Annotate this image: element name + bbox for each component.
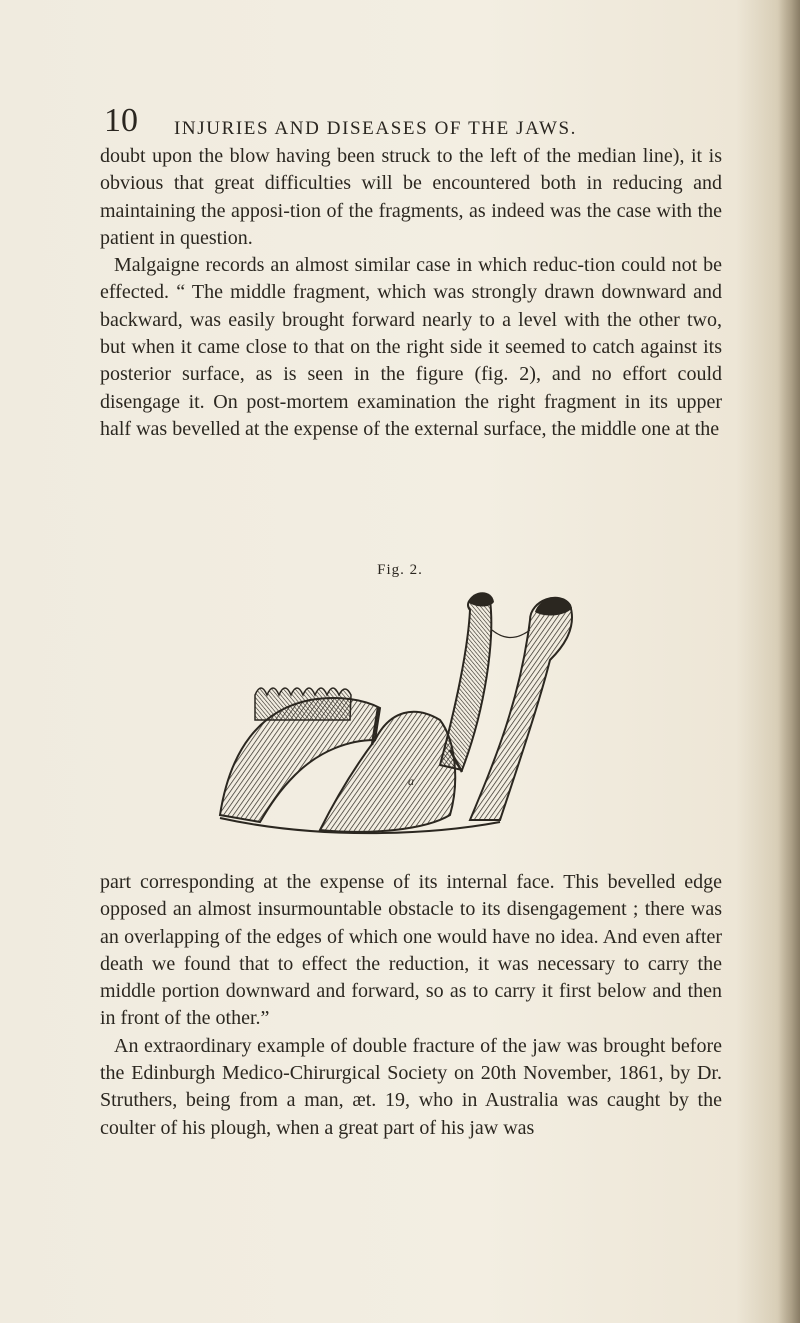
figure-2 <box>200 562 600 842</box>
paragraph: doubt upon the blow having been struck to the left of the median line), it is obvious that great difficulties will be encountered both in reducing and maintaining the apposi-tion of the fragments, as indeed was the case with the patient in question. <box>100 145 722 249</box>
page-edge-shadow <box>778 0 800 1323</box>
page-number: 10 <box>104 102 138 139</box>
svg-text:a: a <box>408 774 414 788</box>
paragraph: part corresponding at the expense of its internal face. This bevelled edge opposed an almost insurmountable obstacle to its disengagement ; there was an overlapping of the edges of which one would have no idea. And even after death we found that to effect the reduction, it was necessary to carry the middle portion downward and forward, so as to carry it first below and then in front of the other.” <box>100 871 722 1030</box>
text-block-top <box>100 143 722 443</box>
fractured-mandible-icon <box>200 590 600 840</box>
paragraph: Malgaigne records an almost similar case in which reduc-tion could not be effected. “ The middle fragment, which was strongly drawn downward and backward, was easily brought forward nearly to a level with the other two, but when it came close to that on the right side it seemed to catch against its posterior surface, as is seen in the figure (fig. 2), and no effort could disengage it. On post-mortem examination the right fragment in its upper half was bevelled at the expense of the external surface, the middle one at the <box>100 254 722 440</box>
text-block-bottom <box>100 869 722 1142</box>
paragraph: An extraordinary example of double fracture of the jaw was brought before the Edinburgh Medico-Chirurgical Society on 20th November, 1861, by Dr. Struthers, being from a man, æt. 19, who in Australia was caught by the coulter of his plough, when a great part of his jaw was <box>100 1034 722 1139</box>
figure-caption: Fig. 2. <box>377 562 423 578</box>
page-header <box>104 104 764 144</box>
running-head: INJURIES AND DISEASES OF THE JAWS. <box>174 118 578 139</box>
